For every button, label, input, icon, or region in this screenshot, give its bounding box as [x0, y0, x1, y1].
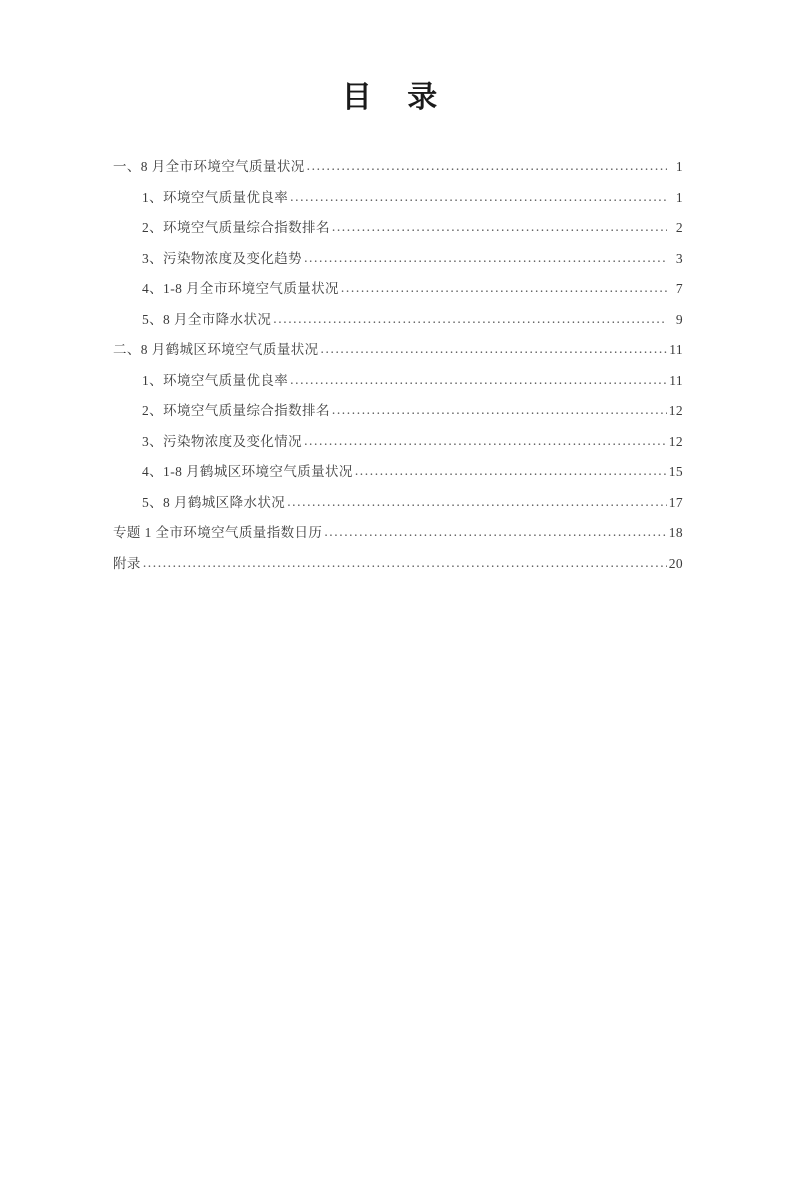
toc-leader-dots — [332, 404, 667, 418]
toc-entry-label: 1、环境空气质量优良率 — [142, 372, 289, 388]
toc-entry-label: 2、环境空气质量综合指数排名 — [142, 220, 330, 235]
toc-leader-dots — [307, 160, 667, 174]
toc-entry-page: 11 — [669, 372, 683, 388]
toc-entry-label: 1、环境空气质量优良率 — [142, 189, 289, 205]
toc-entry[interactable] — [0, 221, 793, 235]
toc-entry[interactable] — [0, 313, 793, 327]
toc-entry-page: 12 — [668, 433, 683, 449]
toc-entry-page: 3 — [675, 250, 683, 266]
toc-entry[interactable] — [0, 557, 793, 571]
toc-leader-dots — [332, 221, 667, 235]
toc-entry-label: 附录 — [113, 555, 141, 571]
toc-entry-page: 11 — [669, 342, 683, 357]
toc-entry[interactable] — [0, 465, 793, 479]
toc-entry[interactable] — [0, 526, 793, 540]
toc-entry[interactable] — [0, 252, 793, 266]
toc-entry[interactable] — [0, 496, 793, 510]
toc-entry-page: 18 — [668, 525, 683, 540]
toc-entry[interactable] — [0, 374, 793, 388]
document-page — [0, 72, 793, 1194]
toc-entry-page: 9 — [675, 311, 683, 327]
toc-leader-dots — [287, 496, 667, 510]
toc-entry-page: 20 — [668, 555, 683, 571]
toc-entry-label: 3、污染物浓度及变化趋势 — [142, 250, 303, 266]
toc-entry-label: 4、1-8 月鹤城区环境空气质量状况 — [142, 464, 353, 479]
toc-entry[interactable] — [0, 435, 793, 449]
toc-entry-label: 一、8 月全市环境空气质量状况 — [113, 159, 305, 174]
toc-leader-dots — [355, 465, 667, 479]
toc-entry[interactable] — [0, 191, 793, 205]
toc-leader-dots — [341, 282, 667, 296]
toc-leader-dots — [304, 435, 667, 449]
toc-entry[interactable] — [0, 160, 793, 174]
toc-entry-page: 7 — [675, 281, 683, 296]
toc-entry[interactable] — [0, 343, 793, 357]
toc-entry-page: 1 — [675, 189, 683, 205]
toc-leader-dots — [321, 343, 667, 357]
toc-entry-label: 二、8 月鹤城区环境空气质量状况 — [113, 342, 319, 357]
page-title: 目 录 — [341, 81, 452, 114]
toc-entry-page: 1 — [675, 159, 683, 174]
toc-leader-dots — [290, 191, 667, 205]
toc-leader-dots — [143, 557, 667, 571]
toc-entry-page: 17 — [668, 494, 683, 510]
toc-entry-page: 2 — [675, 220, 683, 235]
toc-leader-dots — [273, 313, 667, 327]
toc-entry-label: 4、1-8 月全市环境空气质量状况 — [142, 281, 339, 296]
toc-entry[interactable] — [0, 282, 793, 296]
toc-entry-label: 2、环境空气质量综合指数排名 — [142, 403, 330, 418]
toc-entry[interactable] — [0, 404, 793, 418]
toc-entry-label: 5、8 月鹤城区降水状况 — [142, 494, 286, 510]
toc-entry-label: 3、污染物浓度及变化情况 — [142, 433, 303, 449]
toc-leader-dots — [290, 374, 667, 388]
toc-entry-page: 15 — [668, 464, 683, 479]
toc-entry-page: 12 — [668, 403, 683, 418]
toc-leader-dots — [304, 252, 667, 266]
table-of-contents — [0, 160, 793, 570]
toc-entry-label: 5、8 月全市降水状况 — [142, 311, 272, 327]
toc-entry-label: 专题 1 全市环境空气质量指数日历 — [113, 525, 323, 540]
toc-leader-dots — [324, 526, 666, 540]
